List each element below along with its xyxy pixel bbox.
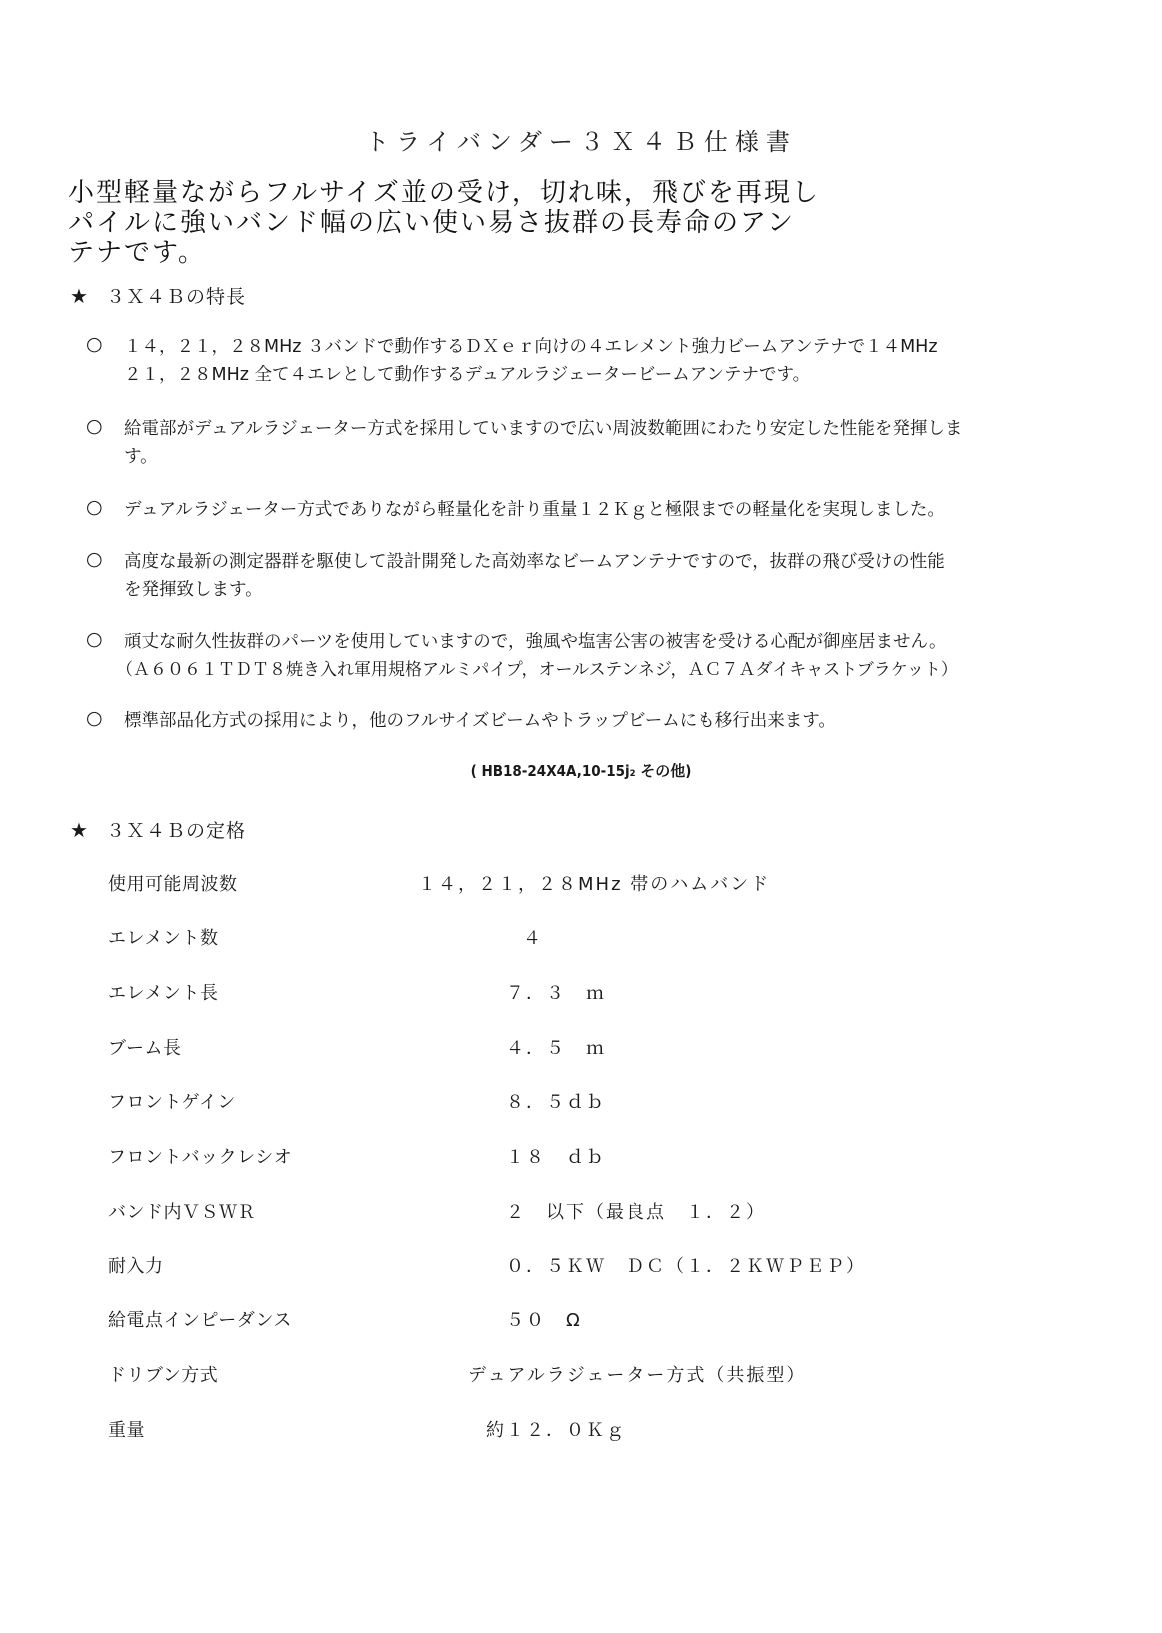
specs-heading [70,816,246,843]
spec-label: 使用可能周波数 [108,874,238,895]
spec-row-element-count [108,924,1008,954]
spec-value: ０．５ＫＷ ＤＣ（１．２ＫＷＰＥＰ） [506,1256,866,1277]
spec-label: ドリブン方式 [108,1365,219,1386]
feature-text [124,707,1084,735]
spec-row-vswr [108,1198,1008,1228]
feature-line: デュアルラジェーター方式でありながら軽量化を計り重量１２Ｋｇと極限までの軽量化を実現しました。 [124,500,945,520]
intro-line: パイルに強いバンド幅の広い使い易さ抜群の長寿命のアン [68,208,795,238]
spec-row-weight [108,1416,1008,1446]
intro-line: テナです。 [68,238,206,268]
spec-value: デュアルラジェーター方式（共振型） [468,1365,807,1386]
feature-line: 頑丈な耐久性抜群のパーツを使用していますので，強風や塩害公害の被害を受ける心配が御座居ません。 [124,632,947,652]
feature-line: 高度な最新の測定器群を駆使して設計開発した高効率なビームアンテナですので，抜群の飛び受けの性能 [124,552,945,572]
spec-value: １８ ｄｂ [506,1147,606,1168]
spec-value: ４．５ ｍ [506,1038,606,1059]
feature-text [116,628,1076,684]
feature-line: （Ａ６０６１ＴＤＴ８焼き入れ軍用規格アルミパイプ，オールステンネジ，ＡＣ７Ａダイキャストブラケット） [116,660,958,680]
spec-row-front-gain [108,1088,1008,1118]
spec-value: １４，２１，２８MHz 帯のハムバンド [418,874,771,895]
spec-value: ２ 以下（最良点 １．２） [506,1202,766,1223]
spec-label: 耐入力 [108,1256,164,1277]
spec-label: エレメント長 [108,983,219,1004]
intro-paragraph [68,178,1068,268]
spec-row-power-rating [108,1252,1008,1282]
document-title: トライバンダー３Ｘ４Ｂ仕様書 [365,128,797,156]
star-icon: ★ [70,284,89,308]
feature-line: ２１，２８MHz 全て４エレとして動作するデュアルラジェータービームアンテナです。 [124,365,811,385]
circle-bullet-icon: ○ [86,628,103,650]
features-heading [70,282,246,309]
features-heading-text: ３Ｘ４Ｂの特長 [106,286,247,308]
spec-value: ８．５ｄｂ [506,1092,606,1113]
spec-row-boom-length [108,1034,1008,1064]
circle-bullet-icon: ○ [86,496,103,518]
circle-bullet-icon: ○ [86,333,103,355]
feature-text [124,496,1084,524]
feature-line: を発揮致します。 [124,580,263,600]
spec-row-element-length [108,979,1008,1009]
feature-line: す。 [124,447,158,467]
compatibility-note: ( HB18-24X4A,10-15j₂ その他) [470,762,692,780]
spec-row-frequency [108,870,1008,900]
feature-text [124,415,1084,471]
feature-line: 給電部がデュアルラジェーター方式を採用していますので広い周波数範囲にわたり安定した性能を発揮しま [124,419,963,439]
circle-bullet-icon: ○ [86,548,103,570]
spec-label: バンド内ＶＳＷＲ [108,1202,256,1223]
spec-label: フロントバックレシオ [108,1147,293,1168]
spec-value: ７．３ ｍ [506,983,606,1004]
feature-line: １４，２１，２８MHz ３バンドで動作するＤＸｅｒ向けの４エレメント強力ビームアンテナで１４MHz [124,337,938,357]
spec-label: 重量 [108,1420,145,1441]
star-icon: ★ [70,818,89,842]
feature-text [124,333,1084,389]
spec-row-front-back-ratio [108,1143,1008,1173]
spec-value: ４ [523,928,543,949]
spec-row-impedance [108,1306,1008,1336]
circle-bullet-icon: ○ [86,707,103,729]
spec-value: ５０ Ω [506,1310,582,1331]
spec-label: エレメント数 [108,928,219,949]
spec-row-driven-type [108,1361,1008,1391]
spec-label: 給電点インピーダンス [108,1310,292,1331]
feature-line: 標準部品化方式の採用により，他のフルサイズビームやトラップビームにも移行出来ます。 [124,711,836,731]
spec-label: ブーム長 [108,1038,182,1059]
specs-heading-text: ３Ｘ４Ｂの定格 [106,820,247,842]
spec-value: 約１２．０Ｋｇ [486,1420,626,1441]
spec-label: フロントゲイン [108,1092,236,1113]
feature-text [124,548,1084,604]
intro-line: 小型軽量ながらフルサイズ並の受け，切れ味，飛びを再現し [68,178,820,208]
circle-bullet-icon: ○ [86,415,103,437]
